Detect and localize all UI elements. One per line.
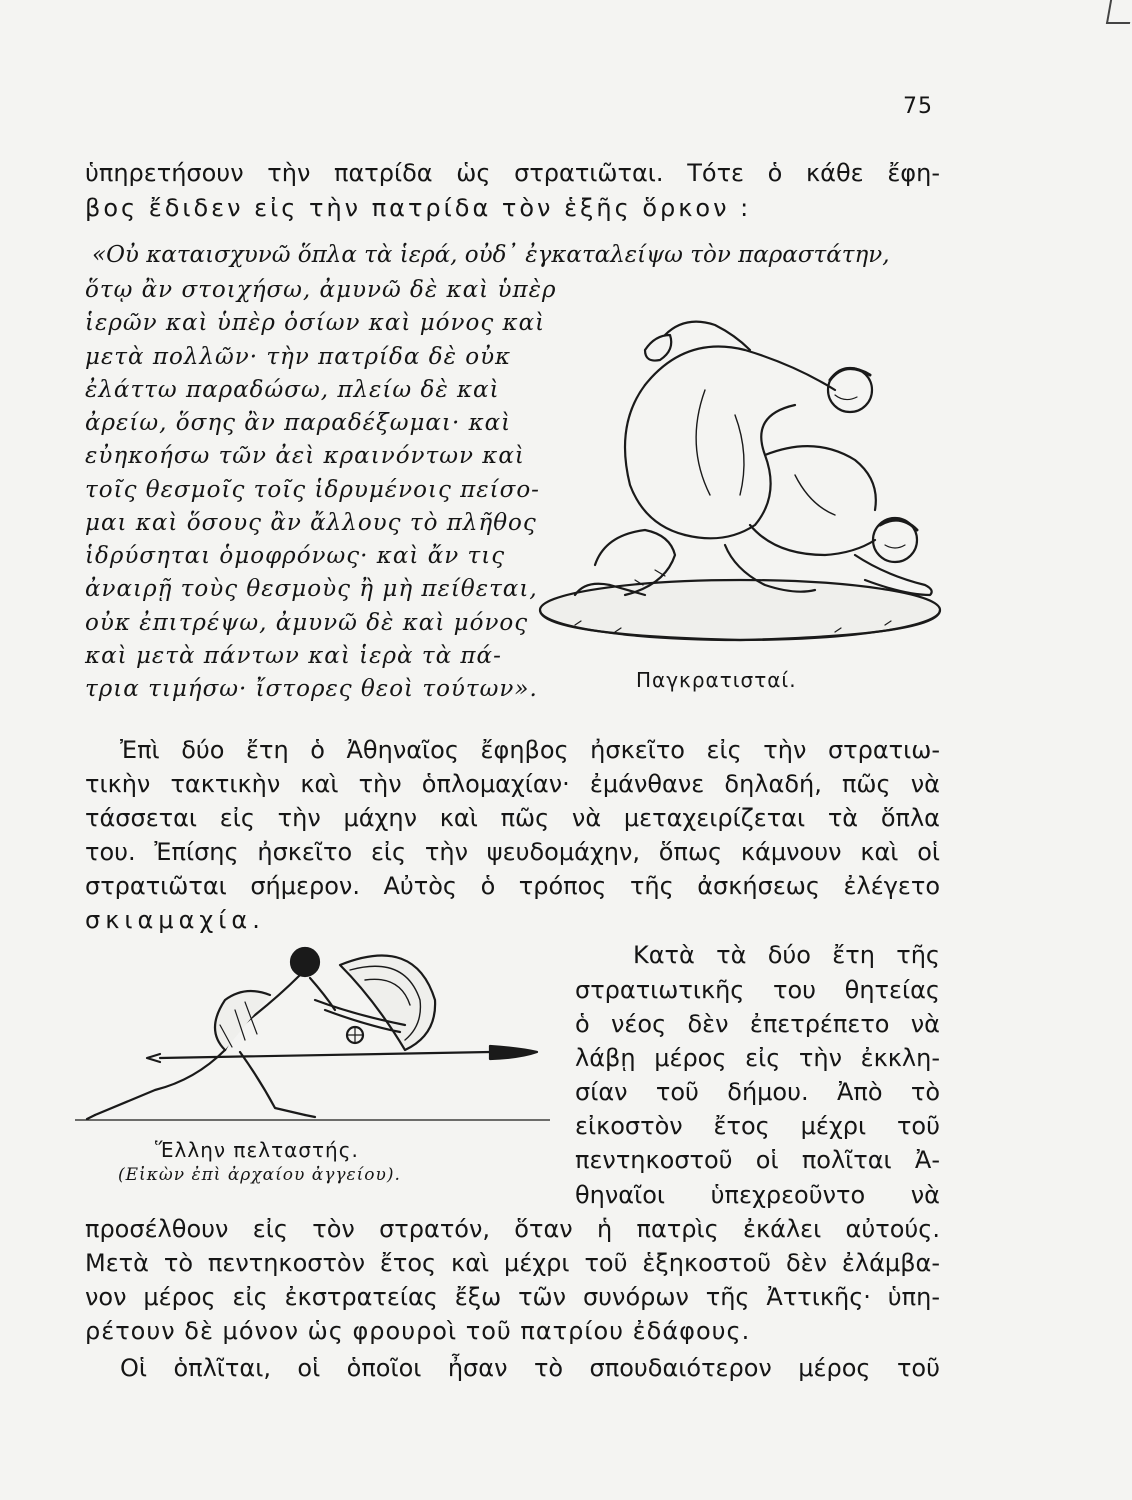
figure2-caption: Ἕλλην πελταστής.	[155, 1138, 359, 1162]
oath-line-2: ὅτῳ ἂν στοιχήσω, ἀμυνῶ δὲ καὶ ὑπὲρ	[85, 277, 557, 303]
para3-right-line-6: εἰκοστὸν ἔτος μέχρι τοῦ	[575, 1112, 940, 1140]
intro-line-2: βος ἔδιδεν εἰς τὴν πατρίδα τὸν ἑξῆς ὅρκον :	[85, 194, 752, 222]
para2-line-6: σκιαμαχία.	[85, 906, 265, 934]
para3-right-line-5: σίαν τοῦ δήμου. Ἀπὸ τὸ	[575, 1078, 940, 1106]
oath-line-13: καὶ μετὰ πάντων καὶ ἱερὰ τὰ πά-	[85, 643, 502, 669]
para3-full-line-2: Μετὰ τὸ πεντηκοστὸν ἔτος καὶ μέχρι τοῦ ἑξηκοστοῦ δὲν ἐλάμβα-	[85, 1249, 940, 1277]
intro-line-1: ὑπηρετήσουν τὴν πατρίδα ὡς στρατιῶται. Τότε ὁ κάθε ἔφη-	[85, 159, 940, 187]
oath-line-1: «Οὐ καταισχυνῶ ὅπλα τὰ ἱερά, οὐδ᾽ ἐγκαταλείψω τὸν παραστάτην,	[92, 242, 890, 268]
para3-full-line-4: ρέτουν δὲ μόνον ὡς φρουροὶ τοῦ πατρίου ἐδάφους.	[85, 1317, 751, 1345]
para4-line-1: Οἱ ὁπλῖται, οἱ ὁποῖοι ἦσαν τὸ σπουδαιότερον μέρος τοῦ	[120, 1354, 940, 1382]
figure2-subcaption: (Εἰκὼν ἐπὶ ἀρχαίου ἀγγείου).	[118, 1165, 401, 1185]
para3-right-line-2: στρατιωτικῆς του θητείας	[575, 976, 940, 1004]
oath-line-10: ἱδρύσηται ὁμοφρόνως· καὶ ἄν τις	[85, 543, 506, 569]
oath-line-12: οὐκ ἐπιτρέψω, ἀμυνῶ δὲ καὶ μόνος	[85, 610, 529, 636]
para2-line-5: στρατιῶται σήμερον. Αὐτὸς ὁ τρόπος τῆς ἀσκήσεως ἐλέγετο	[85, 872, 940, 900]
page-corner-mark	[1106, 0, 1132, 24]
figure1-caption: Παγκρατισταί.	[636, 668, 797, 692]
para3-right-line-3: ὁ νέος δὲν ἐπετρέπετο νὰ	[575, 1010, 940, 1038]
peltast-illustration	[75, 940, 550, 1130]
para2-line-1: Ἐπὶ δύο ἔτη ὁ Ἀθηναῖος ἔφηβος ἠσκεῖτο εἰς τὴν στρατιω-	[120, 736, 940, 764]
oath-line-9: μαι καὶ ὅσους ἂν ἄλλους τὸ πλῆθος	[85, 510, 537, 536]
oath-line-5: ἐλάττω παραδώσω, πλείω δὲ καὶ	[85, 377, 500, 403]
para3-right-line-8: θηναῖοι ὑπεχρεοῦντο νὰ	[575, 1181, 940, 1209]
pankratiasts-illustration	[535, 295, 945, 655]
oath-line-4: μετὰ πολλῶν· τὴν πατρίδα δὲ οὐκ	[85, 344, 512, 370]
para2-line-4: του. Ἐπίσης ἠσκεῖτο εἰς τὴν ψευδομάχην, ὅπως κάμνουν καὶ οἱ	[85, 838, 940, 866]
oath-line-3: ἱερῶν καὶ ὑπὲρ ὁσίων καὶ μόνος καὶ	[85, 310, 546, 336]
para3-full-line-1: προσέλθουν εἰς τὸν στρατόν, ὅταν ἡ πατρὶς ἐκάλει αὐτούς.	[85, 1215, 940, 1243]
para2-line-3: τάσσεται εἰς τὴν μάχην καὶ πῶς νὰ μεταχειρίζεται τὰ ὅπλα	[85, 804, 940, 832]
para2-line-2: τικὴν τακτικὴν καὶ τὴν ὁπλομαχίαν· ἐμάνθανε δηλαδή, πῶς νὰ	[85, 770, 940, 798]
oath-line-11: ἀναιρῇ τοὺς θεσμοὺς ἢ μὴ πείθεται,	[85, 576, 538, 602]
oath-line-14: τρια τιμήσω· ἴστορες θεοὶ τούτων».	[85, 676, 538, 702]
para3-right-line-1: Κατὰ τὰ δύο ἔτη τῆς	[633, 941, 940, 969]
para3-right-line-4: λάβῃ μέρος εἰς τὴν ἐκκλη-	[575, 1044, 940, 1072]
oath-line-8: τοῖς θεσμοῖς τοῖς ἱδρυμένοις πείσο-	[85, 477, 540, 503]
oath-line-7: εὐηκοήσω τῶν ἀεὶ κραινόντων καὶ	[85, 443, 525, 469]
para3-right-line-7: πεντηκοστοῦ οἱ πολῖται Ἀ-	[575, 1146, 940, 1174]
page-number: 75	[903, 94, 933, 119]
oath-line-6: ἀρείω, ὅσης ἂν παραδέξωμαι· καὶ	[85, 410, 512, 436]
para3-full-line-3: νον μέρος εἰς ἐκστρατείας ἔξω τῶν συνόρων τῆς Ἀττικῆς· ὑπη-	[85, 1283, 940, 1311]
